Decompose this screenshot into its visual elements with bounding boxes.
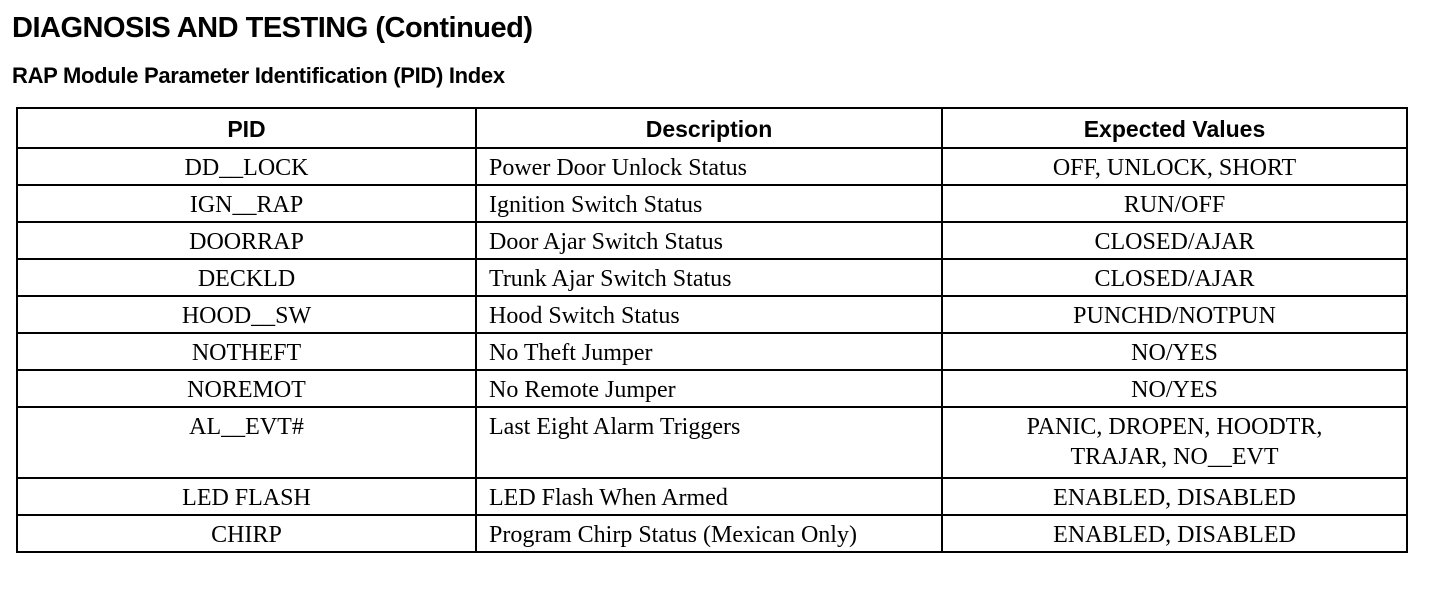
table-row xyxy=(17,370,1407,407)
expected-values-cell: CLOSED/AJAR xyxy=(942,222,1407,259)
table-row xyxy=(17,407,1407,478)
table-title: RAP Module Parameter Identification (PID) Index xyxy=(12,63,505,88)
description-cell: No Remote Jumper xyxy=(476,370,942,407)
pid-cell: HOOD__SW xyxy=(17,296,476,333)
description-cell: Door Ajar Switch Status xyxy=(476,222,942,259)
description-cell: Hood Switch Status xyxy=(476,296,942,333)
pid-cell: DOORRAP xyxy=(17,222,476,259)
expected-values-line-1: PANIC, DROPEN, HOODTR, xyxy=(1026,414,1323,440)
pid-index-table xyxy=(16,107,1408,553)
column-header-description: Description xyxy=(476,108,942,148)
table-row xyxy=(17,333,1407,370)
table-header-row xyxy=(17,108,1407,148)
pid-cell: CHIRP xyxy=(17,515,476,552)
table-row xyxy=(17,478,1407,515)
table-row xyxy=(17,515,1407,552)
pid-cell: IGN__RAP xyxy=(17,185,476,222)
description-cell: Ignition Switch Status xyxy=(476,185,942,222)
description-cell: Trunk Ajar Switch Status xyxy=(476,259,942,296)
pid-cell: NOREMOT xyxy=(17,370,476,407)
pid-cell: NOTHEFT xyxy=(17,333,476,370)
expected-values-cell xyxy=(942,407,1407,478)
column-header-pid: PID xyxy=(17,108,476,148)
table-row xyxy=(17,296,1407,333)
table-row xyxy=(17,222,1407,259)
expected-values-cell: NO/YES xyxy=(942,370,1407,407)
description-cell: Last Eight Alarm Triggers xyxy=(476,407,942,478)
expected-values-cell: ENABLED, DISABLED xyxy=(942,478,1407,515)
description-cell: Program Chirp Status (Mexican Only) xyxy=(476,515,942,552)
expected-values-cell: RUN/OFF xyxy=(942,185,1407,222)
expected-values-cell: PUNCHD/NOTPUN xyxy=(942,296,1407,333)
table-row xyxy=(17,148,1407,185)
page-heading: DIAGNOSIS AND TESTING (Continued) xyxy=(12,12,533,44)
expected-values-cell: ENABLED, DISABLED xyxy=(942,515,1407,552)
pid-cell: LED FLASH xyxy=(17,478,476,515)
description-cell: LED Flash When Armed xyxy=(476,478,942,515)
expected-values-cell: CLOSED/AJAR xyxy=(942,259,1407,296)
description-cell: Power Door Unlock Status xyxy=(476,148,942,185)
table-row xyxy=(17,259,1407,296)
pid-cell: AL__EVT# xyxy=(17,407,476,478)
pid-cell: DD__LOCK xyxy=(17,148,476,185)
column-header-expected-values: Expected Values xyxy=(942,108,1407,148)
expected-values-cell: OFF, UNLOCK, SHORT xyxy=(942,148,1407,185)
expected-values-line-2: TRAJAR, NO__EVT xyxy=(1070,444,1279,470)
pid-cell: DECKLD xyxy=(17,259,476,296)
table-row xyxy=(17,185,1407,222)
expected-values-cell: NO/YES xyxy=(942,333,1407,370)
description-cell: No Theft Jumper xyxy=(476,333,942,370)
